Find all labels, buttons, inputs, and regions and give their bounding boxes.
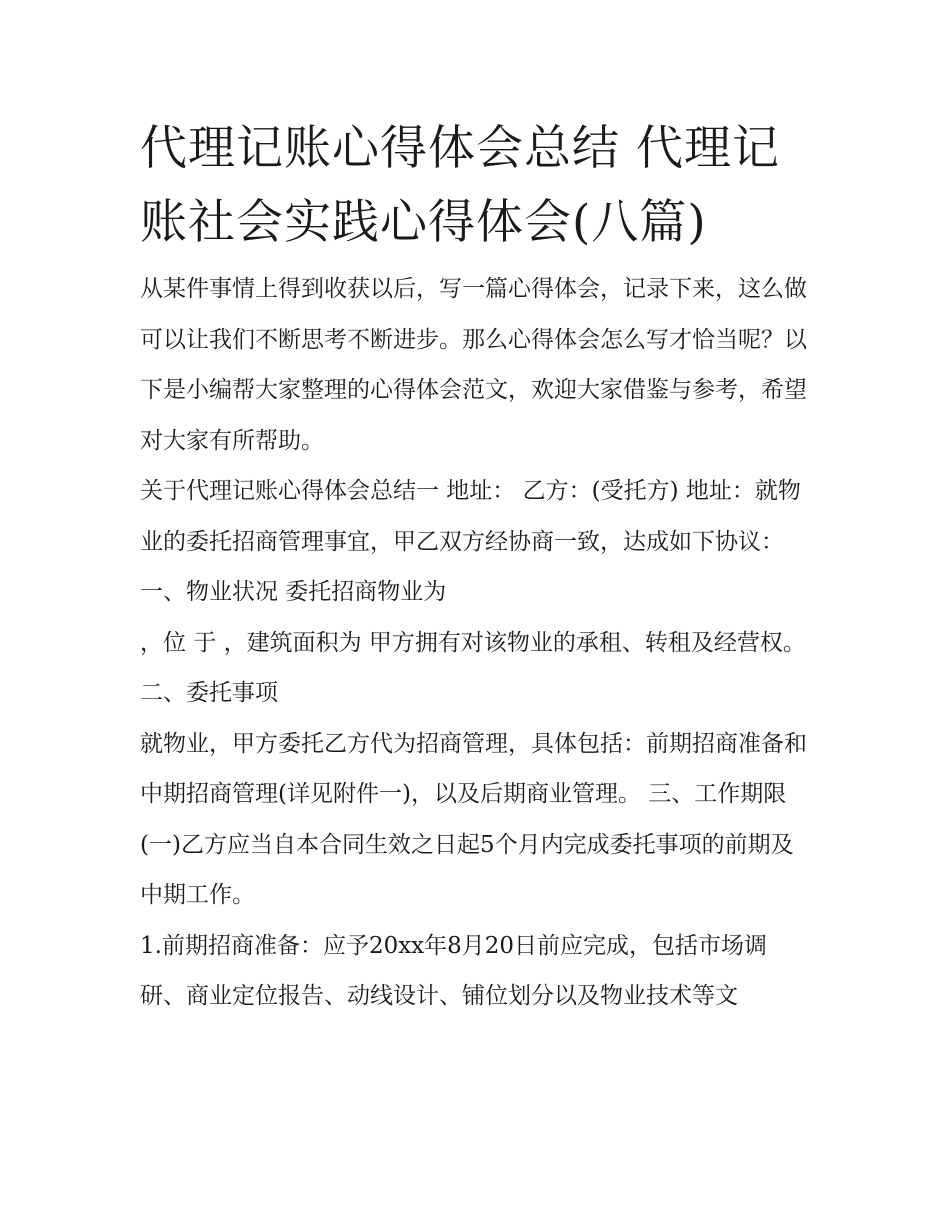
paragraph-preliminary-preparation: 1.前期招商准备：应予20xx年8月20日前应完成，包括市场调研、商业定位报告、动线设计、铺位划分以及物业技术等文 [140, 932, 768, 1009]
paragraph-work-period: (一)乙方应当自本合同生效之日起5个月内完成委托事项的前期及中期工作。 [140, 831, 794, 908]
paragraph-intro: 从某件事情上得到收获以后，写一篇心得体会，记录下来，这么做可以让我们不断思考不断进步。那么心得体会怎么写才恰当呢？以下是小编帮大家整理的心得体会范文，欢迎大家借鉴与参考，希望对大家有所帮助。 [140, 276, 807, 454]
document-title: 代理记账心得体会总结 代理记账社会实践心得体会(八篇) [140, 121, 780, 250]
document-body [140, 112, 812, 1022]
paragraph-agreement-parties: 关于代理记账心得体会总结一 地址： 乙方：(受托方) 地址：就物业的委托招商管理事宜，甲乙双方经协商一致，达成如下协议： 一、物业状况 委托招商物业为 [140, 478, 801, 605]
paragraph-property-location: ，位 于 ，建筑面积为 甲方拥有对该物业的承租、转租及经营权。 二、委托事项 [140, 629, 806, 706]
paragraph-entrusted-matters: 就物业，甲方委托乙方代为招商管理，具体包括：前期招商准备和中期招商管理(详见附件一)，以及后期商业管理。 三、工作期限 [140, 730, 807, 807]
